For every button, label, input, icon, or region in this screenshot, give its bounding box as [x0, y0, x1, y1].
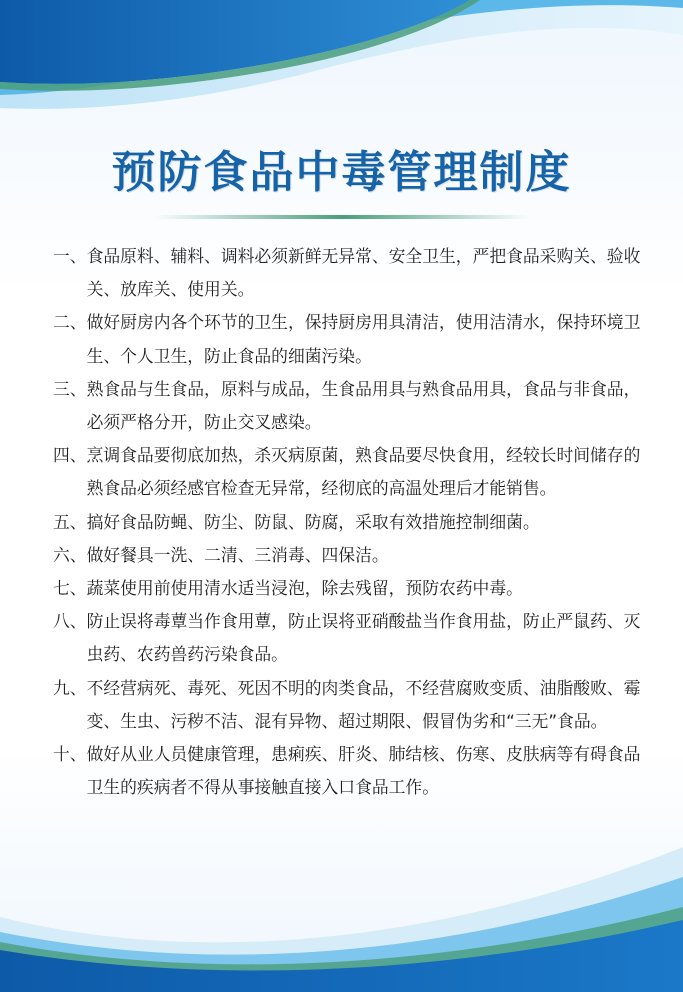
rule-text: 防止误将毒蕈当作食用蕈，防止误将亚硝酸盐当作食用盐，防止严鼠药、灭虫药、农药兽药污染食品。: [86, 611, 641, 665]
rule-number: 八、: [53, 611, 87, 632]
rules-list: [53, 240, 653, 804]
rule-number: 一、: [53, 246, 87, 266]
rule-number: 七、: [53, 578, 87, 599]
rule-item-5: [53, 506, 653, 539]
rule-item-9: [53, 672, 653, 738]
rule-number: 六、: [53, 544, 87, 565]
top-wave-decoration: [0, 0, 683, 130]
rule-item-2: [53, 306, 653, 372]
rule-number: 三、: [53, 378, 87, 399]
rule-item-7: [53, 572, 653, 605]
rule-number: 五、: [53, 511, 87, 532]
rule-text: 搞好食品防蝇、防尘、防鼠、防腐，采取有效措施控制细菌。: [86, 511, 540, 532]
rule-text: 熟食品与生食品，原料与成品，生食品用具与熟食品用具，食品与非食品，必须严格分开，防止交叉感染。: [86, 378, 641, 433]
bottom-wave-decoration: [0, 822, 683, 992]
rule-number: 九、: [53, 677, 87, 698]
rule-text: 蔬菜使用前使用清水适当浸泡，除去残留，预防农药中毒。: [86, 578, 523, 599]
rule-item-8: [53, 605, 653, 671]
rule-item-1: [53, 240, 653, 306]
rule-text: 做好厨房内各个环节的卫生，保持厨房用具清洁，使用洁清水，保持环境卫生、个人卫生，防止食品的细菌污染。: [86, 312, 641, 366]
rule-item-6: [53, 539, 653, 572]
title-underline: [155, 215, 530, 219]
rule-item-4: [53, 439, 653, 505]
rule-text: 食品原料、辅料、调料必须新鲜无异常、安全卫生，严把食品采购关、验收关、放库关、使用关。: [86, 246, 641, 300]
rule-text: 烹调食品要彻底加热，杀灭病原菌，熟食品要尽快食用，经较长时间储存的熟食品必须经感官检查无异常，经彻底的高温处理后才能销售。: [86, 445, 641, 499]
rule-text: 做好餐具一洗、二清、三消毒、四保洁。: [86, 544, 389, 565]
rule-text: 不经营病死、毒死、死因不明的肉类食品，不经营腐败变质、油脂酸败、霉变、生虫、污秽不洁、混有异物、超过期限、假冒伪劣和“三无”食品。: [86, 677, 641, 731]
rule-number: 二、: [53, 312, 87, 333]
rule-item-10: [53, 738, 653, 804]
rule-item-3: [53, 373, 653, 439]
rule-number: 四、: [53, 445, 87, 466]
rule-text: 做好从业人员健康管理，患痢疾、肝炎、肺结核、伤寒、皮肤病等有碍食品卫生的疾病者不得从事接触直接入口食品工作。: [86, 744, 641, 798]
page-title: 预防食品中毒管理制度: [111, 147, 572, 198]
rule-number: 十、: [53, 744, 87, 765]
